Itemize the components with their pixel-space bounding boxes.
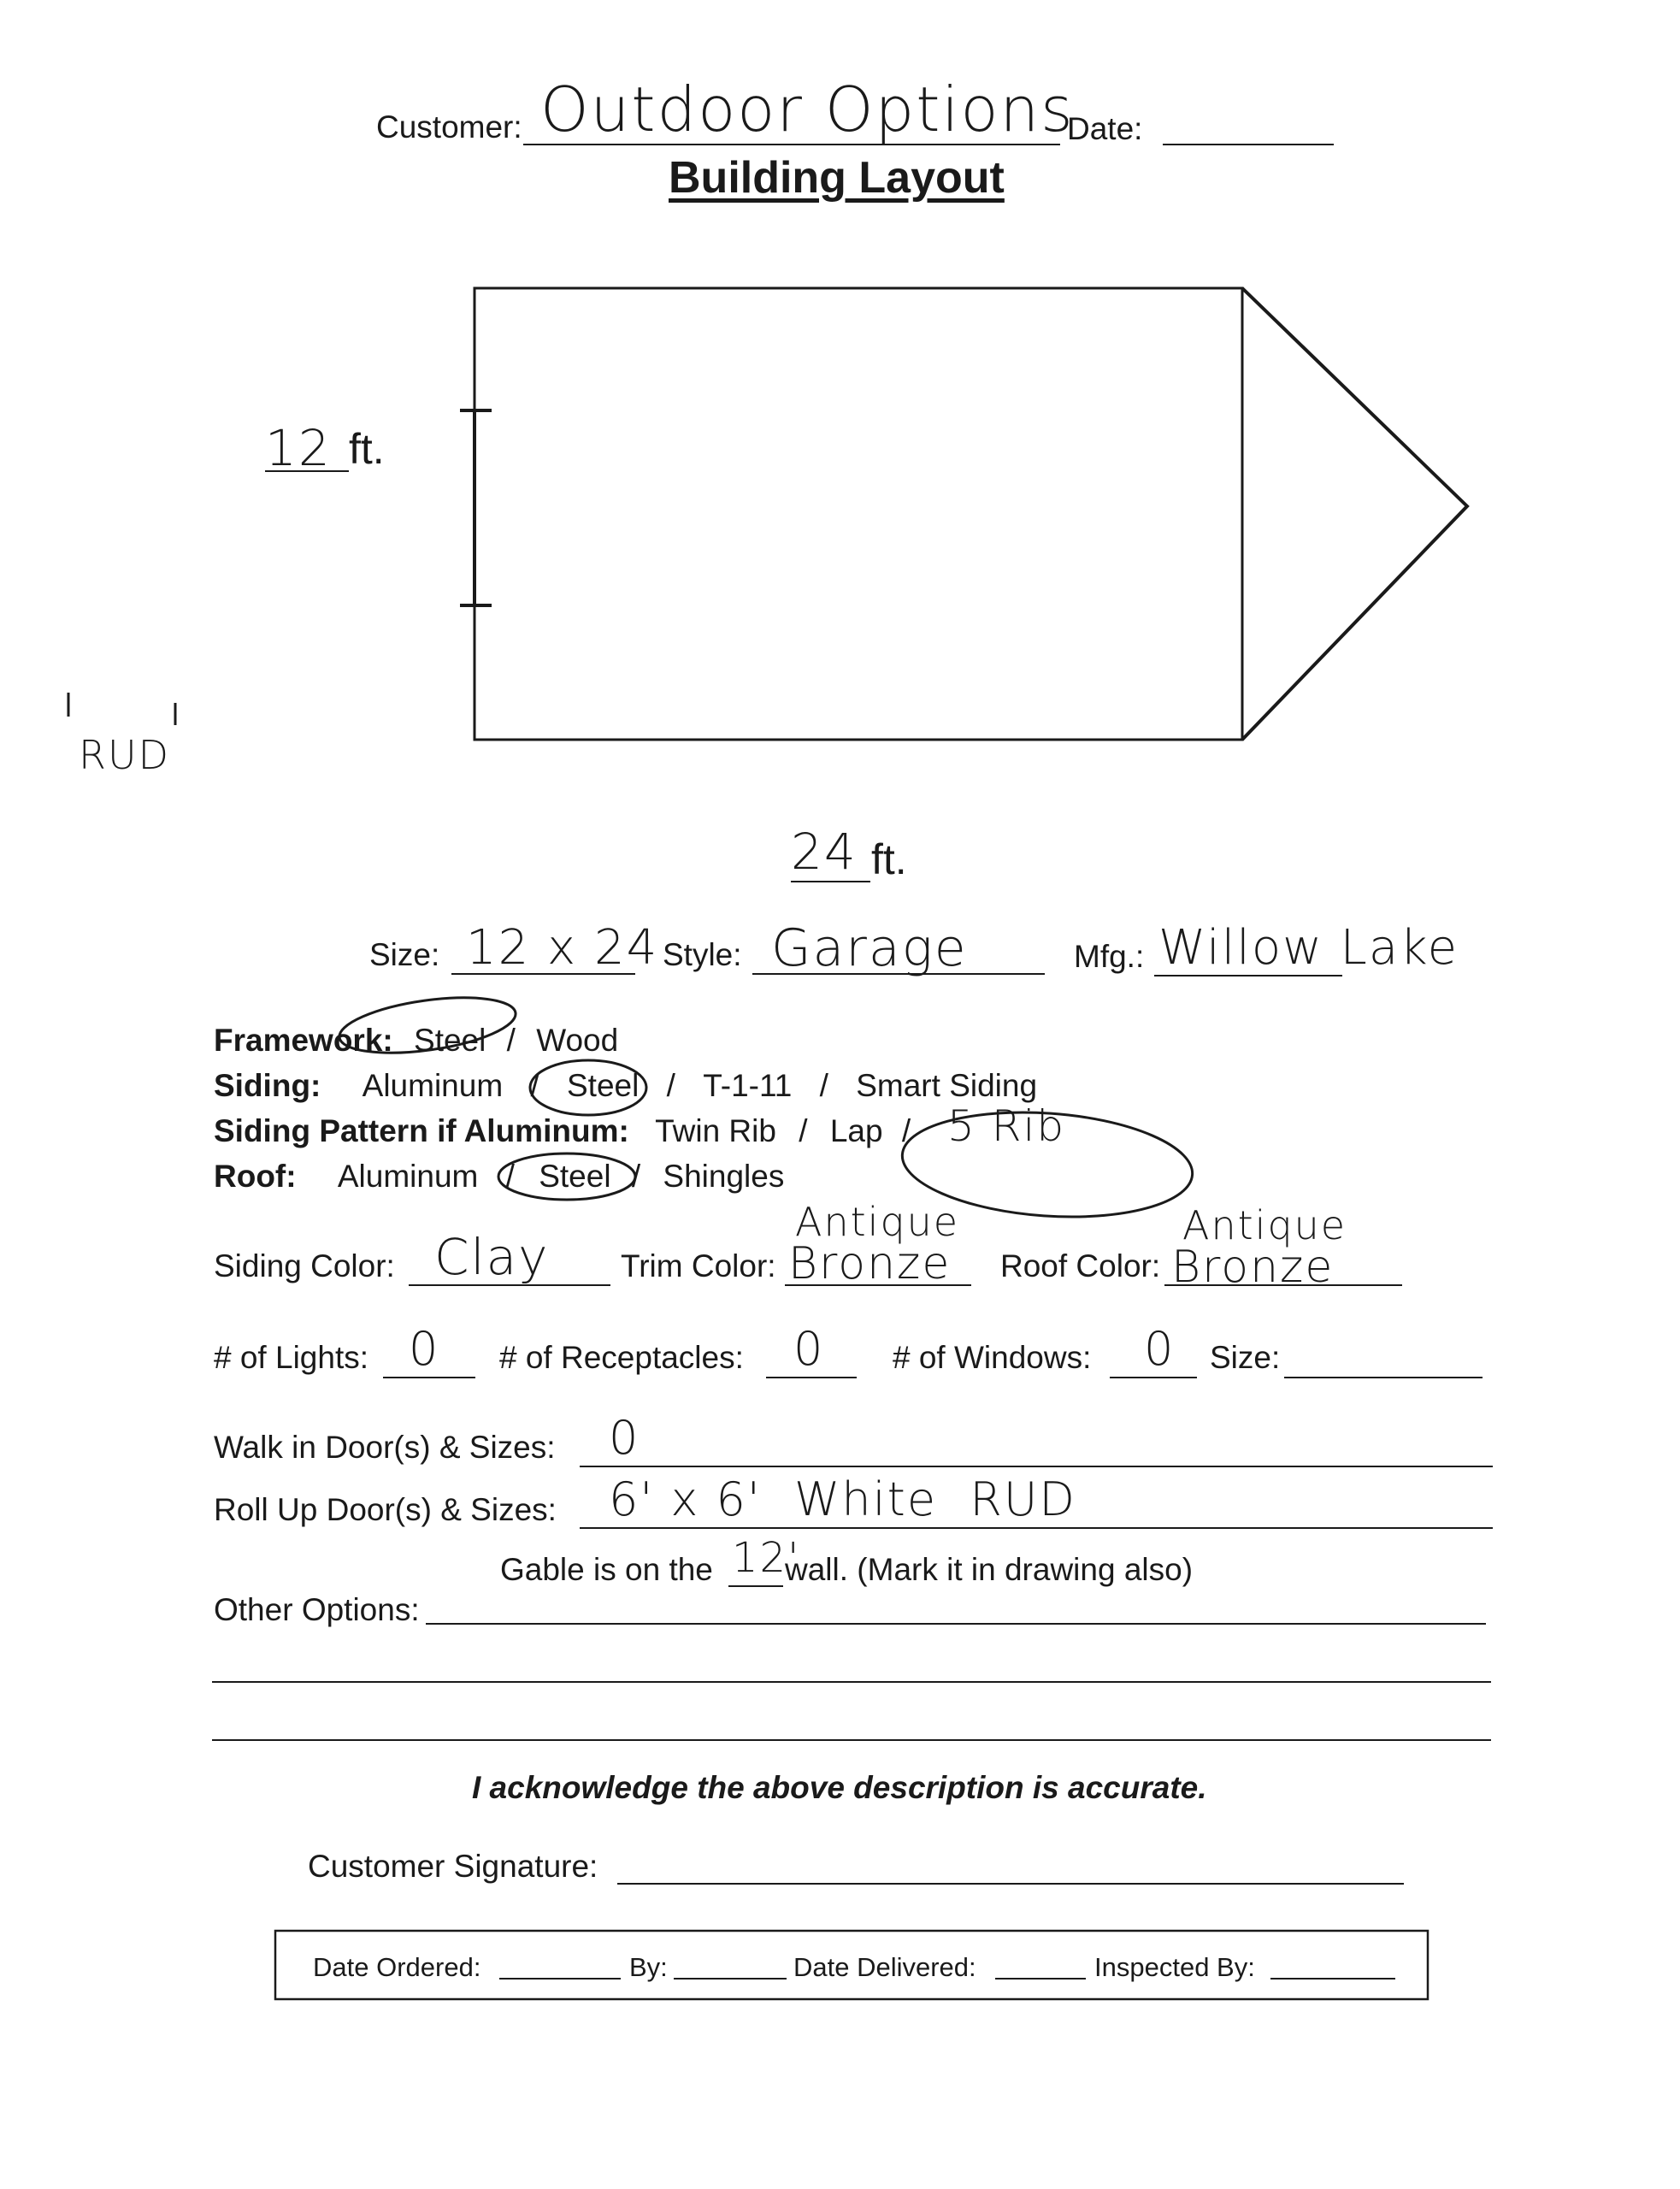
pattern-separator-2: / — [901, 1113, 911, 1148]
roof-separator-1: / — [505, 1159, 515, 1194]
framework-option-wood: Wood — [536, 1023, 619, 1058]
roof-option-shingles: Shingles — [663, 1159, 785, 1194]
windows-label: # of Windows: — [893, 1340, 1092, 1375]
gable-suffix: wall. (Mark it in drawing also) — [785, 1552, 1194, 1587]
mfg-label: Mfg.: — [1074, 939, 1145, 974]
siding-color-label: Siding Color: — [214, 1248, 395, 1283]
roof-color-label: Roof Color: — [1000, 1248, 1161, 1283]
width-value: 12 — [265, 419, 332, 477]
mfg-value: Willow Lake — [1158, 920, 1459, 976]
gable-value: 12' — [732, 1534, 801, 1582]
date-delivered-label: Date Delivered: — [793, 1952, 976, 1982]
trim-color-label: Trim Color: — [621, 1248, 776, 1283]
trim-color-value-line1: Antique — [795, 1199, 960, 1245]
by-label: By: — [629, 1952, 668, 1982]
pattern-option-lap: Lap — [829, 1113, 883, 1148]
receptacles-value: 0 — [793, 1322, 825, 1376]
pattern-separator-1: / — [799, 1113, 808, 1148]
framework-option-steel: Steel — [414, 1023, 486, 1058]
date-ordered-label: Date Ordered: — [313, 1952, 481, 1982]
roof-color-line — [1164, 1284, 1402, 1286]
walk-door-value: 0 — [609, 1411, 640, 1465]
receptacles-label: # of Receptacles: — [499, 1340, 744, 1375]
width-line — [265, 470, 349, 472]
walk-door-line — [580, 1466, 1493, 1467]
roof-color-value-line2: Bronze — [1171, 1242, 1335, 1293]
inspected-by-line — [1270, 1978, 1395, 1980]
windows-value: 0 — [1144, 1322, 1176, 1376]
rollup-door-value: 6' x 6' White RUD — [609, 1472, 1076, 1526]
siding-label: Siding: — [214, 1068, 321, 1103]
mfg-line — [1154, 975, 1342, 976]
width-unit: ft. — [349, 425, 385, 473]
roof-color-value-line1: Antique — [1182, 1202, 1347, 1248]
gable-prefix: Gable is on the — [500, 1552, 713, 1587]
roof-separator-2: / — [631, 1159, 641, 1194]
other-options-label: Other Options: — [214, 1592, 420, 1627]
receptacles-line — [766, 1377, 857, 1378]
windows-line — [1110, 1377, 1197, 1378]
size-value: 12 x 24 — [466, 920, 659, 976]
siding-option-smart: Smart Siding — [856, 1068, 1038, 1103]
date-ordered-line — [499, 1978, 621, 1980]
roof-option-aluminum: Aluminum — [337, 1159, 479, 1194]
lights-line — [383, 1377, 475, 1378]
acknowledgement-statement: I acknowledge the above description is accurate. — [472, 1770, 1207, 1805]
style-line — [752, 973, 1045, 975]
window-size-label: Size: — [1210, 1340, 1281, 1375]
siding-option-t111: T-1-11 — [703, 1068, 793, 1103]
siding-separator-1: / — [530, 1068, 539, 1103]
rud-side-note: RUD — [79, 732, 171, 778]
siding-separator-2: / — [666, 1068, 675, 1103]
walk-door-label: Walk in Door(s) & Sizes: — [214, 1430, 556, 1465]
date-label: Date: — [1067, 111, 1143, 146]
pattern-option-twin-rib: Twin Rib — [655, 1113, 776, 1148]
other-options-line-2 — [212, 1681, 1491, 1683]
rollup-door-label: Roll Up Door(s) & Sizes: — [214, 1492, 557, 1527]
customer-value: Outdoor Options — [540, 74, 1075, 145]
roof-option-steel: Steel — [539, 1159, 611, 1194]
page-title: Building Layout — [669, 153, 1005, 203]
trim-color-value-line2: Bronze — [788, 1238, 952, 1289]
siding-option-aluminum: Aluminum — [362, 1068, 504, 1103]
siding-color-value: Clay — [434, 1228, 550, 1286]
gable-line — [728, 1585, 783, 1587]
length-value: 24 — [791, 823, 858, 881]
siding-option-steel: Steel — [567, 1068, 640, 1103]
date-delivered-line — [995, 1978, 1086, 1980]
other-options-line-3 — [212, 1739, 1491, 1741]
gable-outline — [1242, 288, 1467, 740]
framework-label: Framework: — [214, 1023, 393, 1058]
by-line — [674, 1978, 787, 1980]
length-unit: ft. — [871, 835, 907, 883]
style-label: Style: — [663, 937, 742, 972]
siding-separator-3: / — [819, 1068, 828, 1103]
size-line — [451, 973, 635, 975]
date-line — [1163, 144, 1334, 145]
customer-line — [523, 144, 1060, 145]
length-line — [791, 881, 870, 882]
trim-color-line — [785, 1284, 971, 1286]
other-options-line-1 — [426, 1623, 1486, 1625]
size-label: Size: — [369, 937, 440, 972]
inspected-by-label: Inspected By: — [1094, 1952, 1255, 1982]
framework-separator: / — [506, 1023, 516, 1058]
roof-label: Roof: — [214, 1159, 297, 1194]
building-outline — [475, 288, 1242, 740]
lights-label: # of Lights: — [214, 1340, 369, 1375]
window-size-line — [1284, 1377, 1483, 1378]
lights-value: 0 — [409, 1322, 440, 1376]
pattern-label: Siding Pattern if Aluminum: — [214, 1113, 629, 1148]
style-value: Garage — [771, 918, 968, 978]
siding-color-line — [409, 1284, 610, 1286]
pattern-value: 5 Rib — [947, 1101, 1066, 1151]
customer-label: Customer: — [376, 109, 522, 145]
signature-line — [617, 1883, 1404, 1885]
rollup-door-line — [580, 1527, 1493, 1529]
signature-label: Customer Signature: — [308, 1849, 598, 1884]
